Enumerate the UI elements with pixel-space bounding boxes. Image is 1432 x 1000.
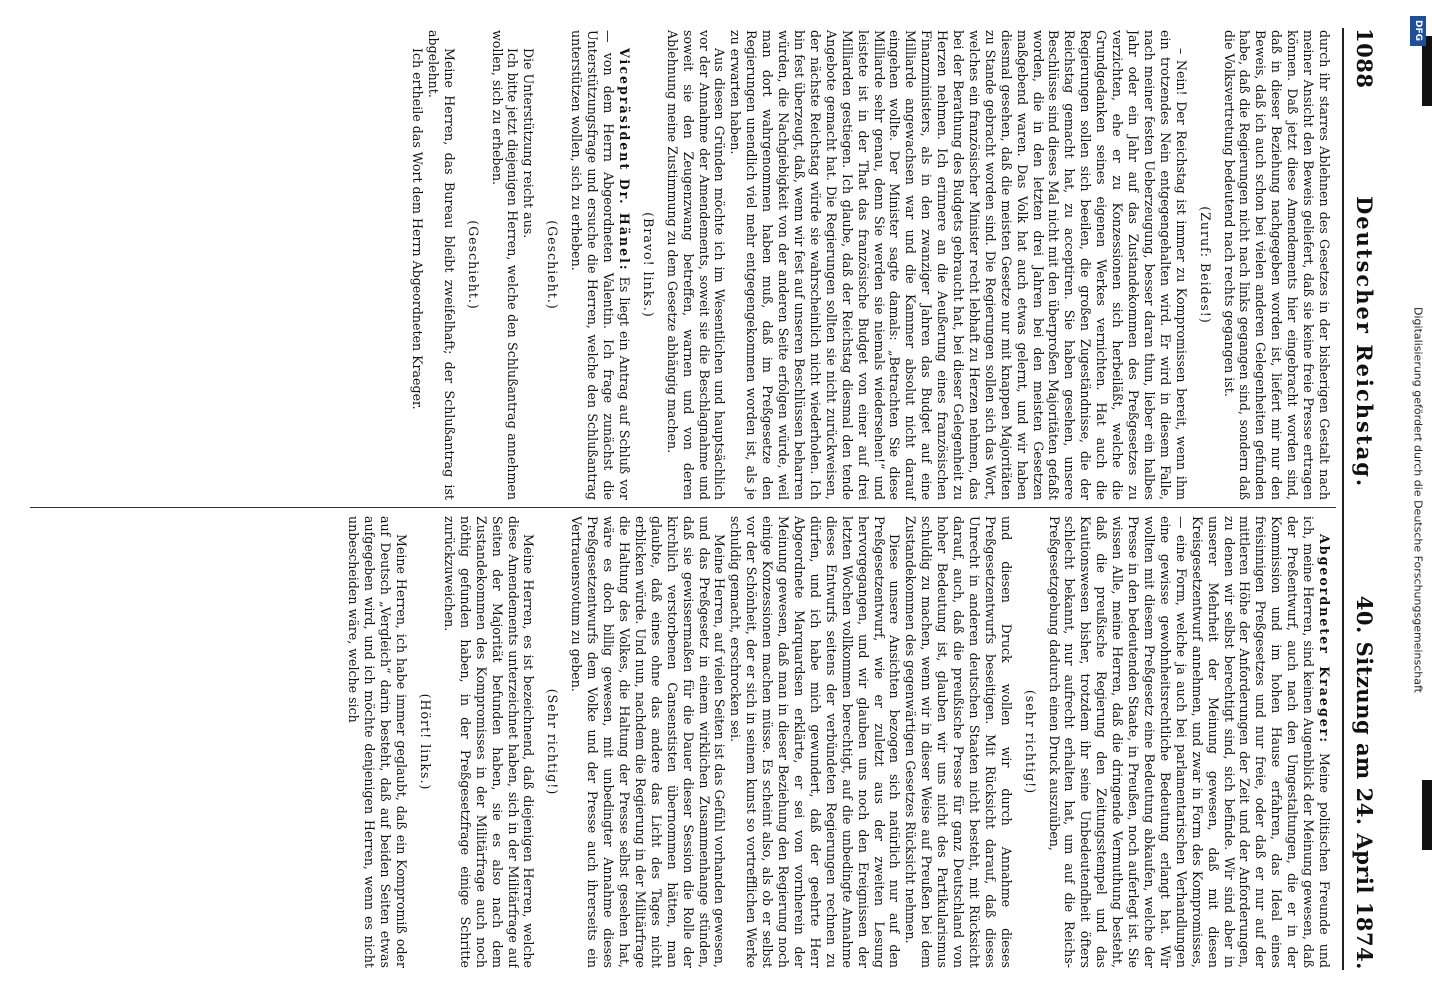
interjection: (Geschieht.): [465, 220, 481, 310]
paragraph: durch ihr starres Ablehnen des Gesetzes in der bisherigen Gestalt nach meiner Ansicht den Beweis geliefert, daß sie keine freie Presse ertragen können. Daß jetzt diese Amendements hier eingebracht worden sind, daß in dieser Beziehung nachgegeben worden ist, liefert mir nur den Beweis, daß ich auch schon bei vielen anderen Gelegenheiten gefunden habe, daß die Regierungen nicht nach links gegangen sind, sondern daß die Volksvertretung bedeutend nach rechts gegangen ist.: [1221, 30, 1332, 500]
paragraph: Aus diesen Gründen möchte ich im Wesentlichen und hauptsächlich vor der Annahme der Amendements, soweit sie die Beschlagnahme und soweit sie den Zeugenzwang betreffen, warnen und von deren Ablehnung meine Zustimmung zu dem Gesetze abhängig machen.: [664, 30, 728, 500]
dfg-logo: DFG: [1410, 16, 1426, 46]
interjection: (Hört! links.): [418, 693, 434, 791]
paragraph: Meine Herren, auf vielen Seiten ist das Gefühl vorhanden gewesen, und das Preßgesetz in einem wirklichen Zusammenhange stünden, daß sie gewissermaßen für die Dauer dieser Session die Rolle der kirchlich verstorbenen Cansenstisten übernommen hätten, man glaubte, daß eines ohne das andere das Licht des Tages nicht erblicken würde. Und nun, nachdem die Regierung in der Militärfrage die Haltung des Volkes, die Haltung der Presse selbst gesehen hat, wäre es doch billig gewesen, mit unbedingter Annahme dieses Preßgesetzentwurfs dem Volke und der Presse auch ihrerseits ein Vertrauensvotum zu geben.: [569, 516, 728, 968]
interjection: (sehr richtig!): [1022, 689, 1038, 795]
paragraph: Meine Herren, das Bureau bleibt zweifelhaft; der Schlußantrag ist abgelehnt.: [425, 30, 457, 500]
page-header: [1342, 28, 1386, 970]
paragraph: – Nein! Der Reichstag ist immer zu Kompromissen bereit, wenn ihm ein trotzendes Nein entgegengehalten wird. Er wird in diesem Falle, nach meiner festen Ueberzeugung, besser daran thun, lieber ein halbes Jahr oder ein Jahr auf das Zustandekommen des Preßgesetzes zu verzichten, ehe er zu Konzessionen sich herbeiläßt, welche die Grundgedanken seines eigenen Werkes vernichten. Hat auch die Regierungen sollen sich beeilen, die großen Zugeständnisse, die der Reichstag gemacht hat, zu acceptiren. Sie haben gesehen, unsere Beschlüsse sind dieses Mal nicht mit den überproßen Majoritäten gefaßt worden, die in den letzten drei Jahren bei den meisten Gesetzen maßgebend waren. Das Volk hat auch etwas gelernt, und wir haben diesmal gesehen, daß die meisten Gesetze nur mit knappen Majoritäten zu Stande gebracht worden sind. Die Regierungen sollen sich das Wort, welches ein französischer Minister recht lebhaft zu Herzen nehmen, das bei der Berathung des Budgets gebraucht hat, bei dieser Gelegenheit zu Herzen nehmen. Ich erinnere an die Aeußerung eines französischen Finanzministers, als in den zwanziger Jahren das Budget auf eine Milliarde angewachsen war und die Kammer absolut nicht darauf eingehen wollte. Der Minister sagte damals: „Betrachten Sie diese Milliarde sehr genau, denn Sie werden sie niemals wiedersehen!“ und leistete ist in der That das französische Budget von einer auf drei Milliarden gestiegen. Ich glaube, daß der Reichstag diesmal den tende Angebote gemacht hat. Die Regierungen sollten sie nicht zurückweisen, der nächste Reichstag würde sie wahrscheinlich nicht wiederholen. Ich bin fest überzeugt, daß, wenn wir fest auf unseren Beschlüssen beharren würden, die Nachgiebigkeit von der anderen Seite erfolgen würde, weil man dort wahrgenommen haben muß, daß im Preßgesetze den Regierungen unendlich viel mehr entgegengekommen worden ist, als je zu erwarten haben.: [728, 30, 1189, 500]
speech-paragraph: [1046, 516, 1332, 968]
interjection: (Bravo! links.): [640, 212, 656, 318]
speaker-name: Abgeordneter Kraeger:: [1317, 534, 1332, 745]
digitization-note: [1408, 20, 1428, 980]
right-column: [30, 516, 1332, 968]
interjection: (Sehr richtig!): [545, 688, 561, 796]
paragraph: Meine Herren, ich habe immer geglaubt, daß ein Kompromiß oder auf Deutsch „Vergleich“ darin besteht, daß auf beiden Seiten etwas aufgegeben wird, und ich möchte denjenigen Herren, wenn es nicht unbescheiden wäre, welche sich: [346, 516, 410, 968]
session-date: 40. Sitzung am 24. April 1874.: [1352, 595, 1378, 970]
paragraph: und diesen Druck wollen wir durch Annahme dieses Preßgesetzentwurfs beseitigen. Mit Rücksicht darauf, daß dieses Unrecht in anderen deutschen Staaten nicht besteht, mit Rücksicht darauf, auch, daß die preußische Presse für ganz Deutschland von hoher Bedeutung ist, glauben wir uns nicht des Partikularismus schuldig zu machen, wenn wir in dieser Weise auf Preußen bei dem Zustandekommen des gegenwärtigen Gesetzes Rücksicht nehmen.: [903, 516, 1014, 968]
paragraph: Ich ertheile das Wort dem Herrn Abgeordneten Kraeger.: [409, 48, 425, 410]
speech-paragraph: [568, 30, 632, 500]
left-column: [30, 30, 1332, 510]
interjection: (Geschieht.): [545, 220, 561, 310]
interjection: (Zuruf: Beides!): [1197, 206, 1213, 324]
paragraph: Die Unterstützung reicht aus.: [521, 48, 537, 239]
paragraph: Diese unsere Ansichten bezogen sich natürlich nur auf den Preßgesetzentwurf, wie er zuletzt aus der zweiten Lesung hervorgegangen, und wir glauben uns noch den Ereignissen der letzten Wochen vollkommen berechtigt, auf die unbedingte Annahme dieses Entwurfs seitens der verbündeten Regierungen rechnen zu dürfen, und ich habe mich gewundert, daß der geehrte Herr Abgeordnete Marquardsen erklärte, er sei von vornherein der Meinung gewesen, daß man in dieser Beziehung den Regierung noch einige Konzessionen machen müsse. Es scheint also, als ob er selbst vor der Schönheit, der er sich in seinem kunst so vortrefflichen Werke schuldig gemacht, erschrocken sei.: [728, 516, 903, 968]
speech-text: Es liegt ein Antrag auf Schluß vor — von dem Herrn Abgeordneten Valentin. Ich frage zunächst die Unterstützungsfrage und ersuche die Herren, welche den Schlußantrag unterstützen wollen, sich zu erheben.: [569, 30, 632, 500]
paragraph: Ich bitte jetzt diejenigen Herren, welche den Schlußantrag annehmen wollen, sich zu erheben.: [489, 30, 521, 500]
speech-text: Meine politischen Freunde und ich, meine Herren, sind keinen Augenblick der Meinung gewesen, daß der Preßentwurf, auch nach den Umgestaltungen, die er in der Kommission und im hohen Hause erfahren, das Ideal eines freisinnigen Preßgesetzes und nur freie, oder daß er nur auf der mittleren Höhe der Anforderungen der Zeit und der Anforderungen, zu denen wir selbst berechtigt sind, sich befinde. Wir sind aber in unserer Mehrheit der Meinung gewesen, daß mit diesen Kreisgesetzentwurf annehmen, und zwar in Form des Kompromisses, — eine Form, welche ja auch bei parlamentarischen Verhandlungen eine gewisse gewohnheitsrechtliche Bedeutung erlangt hat. Wir wollten mit diesem Preßgesetz eine Bedeutung abkaufen, welche der Presse in den bedeutenden Staate, in Preußen, noch auferlegt ist. Sie wissen Alle, meine Herren, daß die dringende Vermuthung besteht, daß die preußische Regierung den Zeitungsstempel und das Kautionswesen bisher, trotzdem ihr seine Unbedeutendheit öfters schlecht bekannt, nur aufrecht erhalten hat, um auf die Reichs-Preßgesetzgebung dadurch einen Druck auszuüben,: [1046, 516, 1332, 968]
paragraph: Meine Herren, es ist bezeichnend, daß diejenigen Herren, welche diese Amendements unterzeichnet haben, sich in der Militärfrage auf Seiten der Majorität befunden haben, sie es also nach dem Zustandekommen des Kompromisses in der Militärfrage auch noch nöthig gefunden haben, in der Preßgesetzfrage einige Schritte zurückzuweichen.: [441, 516, 537, 968]
speaker-name: Vicepräsident Dr. Hänel:: [616, 48, 632, 272]
page-number: 1088: [1352, 28, 1378, 89]
publication-title: Deutscher Reichstag.: [1352, 196, 1378, 489]
digitization-credit: Digitalisierung gefördert durch die Deutsche Forschungsgemeinschaft: [1411, 307, 1425, 693]
